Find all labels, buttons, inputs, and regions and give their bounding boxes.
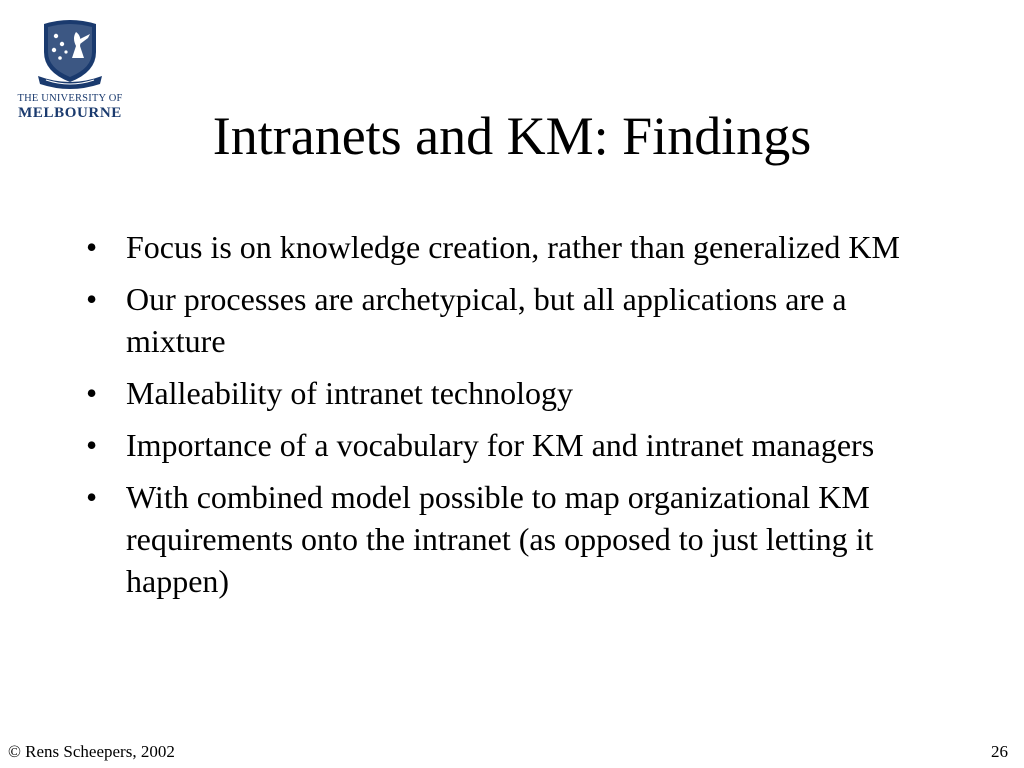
slide-title: Intranets and KM: Findings [212, 106, 812, 166]
bullet-item [84, 476, 944, 602]
page-number: 26 [991, 742, 1008, 761]
bullet-text: Malleability of intranet technology [126, 375, 573, 411]
bullet-icon: • [86, 229, 98, 265]
bullet-text: Focus is on knowledge creation, rather than generalized KM [126, 229, 900, 265]
bullet-text: Our processes are archetypical, but all applications are a mixture [126, 281, 847, 359]
bullet-icon: • [86, 375, 98, 411]
bullet-item [84, 424, 944, 466]
bullet-item [84, 278, 944, 362]
bullet-item [84, 372, 944, 414]
bullet-text: With combined model possible to map organizational KM requirements onto the intranet (as opposed to just letting it happen) [126, 479, 874, 599]
bullet-list [84, 226, 944, 612]
logo-text-line1: THE UNIVERSITY OF [17, 93, 123, 104]
footer-copyright: © Rens Scheepers, 2002 [8, 742, 175, 761]
bullet-icon: • [86, 281, 98, 317]
bullet-icon: • [86, 427, 98, 463]
bullet-item [84, 226, 944, 268]
crest-icon [38, 18, 102, 90]
logo-text-line2: MELBOURNE [18, 105, 122, 121]
bullet-icon: • [86, 479, 98, 515]
bullet-text: Importance of a vocabulary for KM and intranet managers [126, 427, 875, 463]
